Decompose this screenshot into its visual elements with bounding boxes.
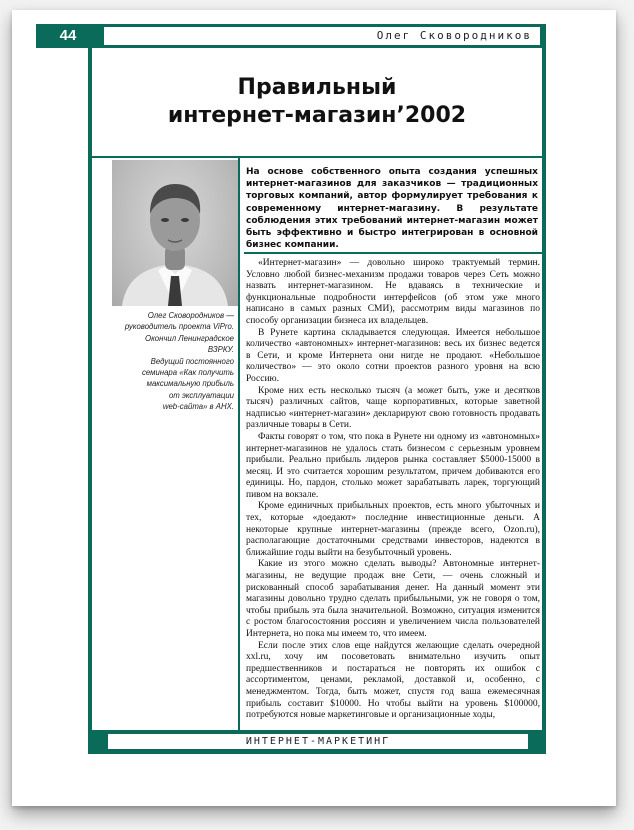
caption-line: Олег Сковородников —: [147, 311, 234, 320]
caption-line: семинара «Как получить: [141, 368, 234, 378]
running-header-author: Олег Сковородников: [104, 27, 540, 45]
caption-line: максимальную прибыль: [146, 379, 234, 389]
body-paragraph: Кроме единичных прибыльных проектов, есть много убыточных и тех, которые «доедают» последние инвестиционные деньги. А некоторые крупные интернет-магазины (прежде всего, Ozon.ru), располагающие достаточными средствами инвесторов, надеются в ближайшие годы выйти на безубыточный уровень.: [246, 501, 540, 558]
article-title: [92, 74, 542, 130]
author-portrait-icon: [112, 160, 238, 306]
caption-line: Ведущий постоянного: [150, 356, 234, 366]
magazine-page: [12, 10, 616, 806]
author-caption: [112, 310, 234, 413]
caption-line: руководитель проекта ViPro.: [124, 322, 234, 332]
article-lead: На основе собственного опыта создания успешных интернет-магазинов для заказчиков — традиционных торговых компаний, автор формулирует требования к современному интернет-магазину. В результате соблюдения этих требований интернет-магазин может быть эффективно и быстро интегрирован в основной бизнес компании.: [246, 167, 538, 251]
frame-left-border: [88, 48, 92, 730]
caption-line: Окончил Ленинградское: [145, 333, 234, 343]
body-paragraph: Если после этих слов еще найдутся желающие сделать очередной xxl.ru, хочу им посоветовать внимательно изучить опыт предшественников и постараться не повторять их ошибок с ассортиментом, ценами, рекламой, доставкой и, особенно, с менеджментом. Тогда, быть может, спустя год ваша ежемесячная прибыль составит $10000. Но чтобы выйти на уровень $100000, потребуются новые маркетинговые и организационные ходы,: [246, 640, 540, 721]
article-body: [246, 258, 540, 722]
footer-section-label: ИНТЕРНЕТ-МАРКЕТИНГ: [108, 734, 528, 749]
title-divider: [88, 156, 546, 158]
lead-divider: [244, 252, 542, 254]
body-paragraph: Факты говорят о том, что пока в Рунете ни одному из «автономных» интернет-магазинов не удалось стать бизнесом с серьезным уровнем прибыли. Реально прибыль лидеров рынка составляет $5000-15000 в месяц. И это считается хорошим результатом, причем добиваются его единицы. Но, пардон, столько может зарабатывать ларек, торгующий пивом на вокзале.: [246, 431, 540, 500]
caption-line: ВЗРКУ.: [207, 345, 234, 355]
body-paragraph: Какие из этого можно сделать выводы? Автономные интернет-магазины, не ведущие продаж вне Сети, — очень сложный и рискованный способ зарабатывания денег. На данный момент эти магазины довольно трудно сделать прибыльными, уж не говоря о том, чтобы прибыль эта была значительной. Возможно, ситуация изменится с ростом благосостояния россиян и увеличением числа пользователей Интернета, но пока мы имеем то, что имеем.: [246, 559, 540, 639]
article-title-line2: интернет-магазин’2002: [167, 103, 467, 128]
body-paragraph: В Рунете картина складывается следующая. Имеется небольшое количество «автономных» интернет-магазинов: весь их бизнес ведется в Сети, и кроме Интернета они нигде не продают. «Небольшое количество» — это около сотни проектов разного уровня на всю Россию.: [246, 327, 540, 384]
body-paragraph: Кроме них есть несколько тысяч (а может быть, уже и десятков тысяч) различных сайтов, чаще корпоративных, которые заветной надписью «интернет-магазин» декларируют свою готовность продавать различные товары в Сети.: [246, 385, 540, 431]
article-title-line1: Правильный: [237, 75, 397, 100]
caption-line: web-сайта» в АНХ.: [162, 402, 234, 412]
body-paragraph: «Интернет-магазин» — довольно широко трактуемый термин. Условно любой бизнес-механизм продажи товаров через Сеть можно назвать интернет-магазином. Не вдаваясь в технические и функциональные подробности интерфейсов (об этом уже много написано в самых разных СМИ), рассмотрим виды магазинов по способу организации бизнеса их владельцев.: [246, 258, 540, 326]
author-photo-graphic: [112, 160, 238, 306]
frame-right-border: [542, 48, 546, 730]
column-divider: [238, 158, 240, 730]
caption-line: от эксплуатации: [168, 390, 234, 400]
page-number: 44: [36, 24, 100, 48]
